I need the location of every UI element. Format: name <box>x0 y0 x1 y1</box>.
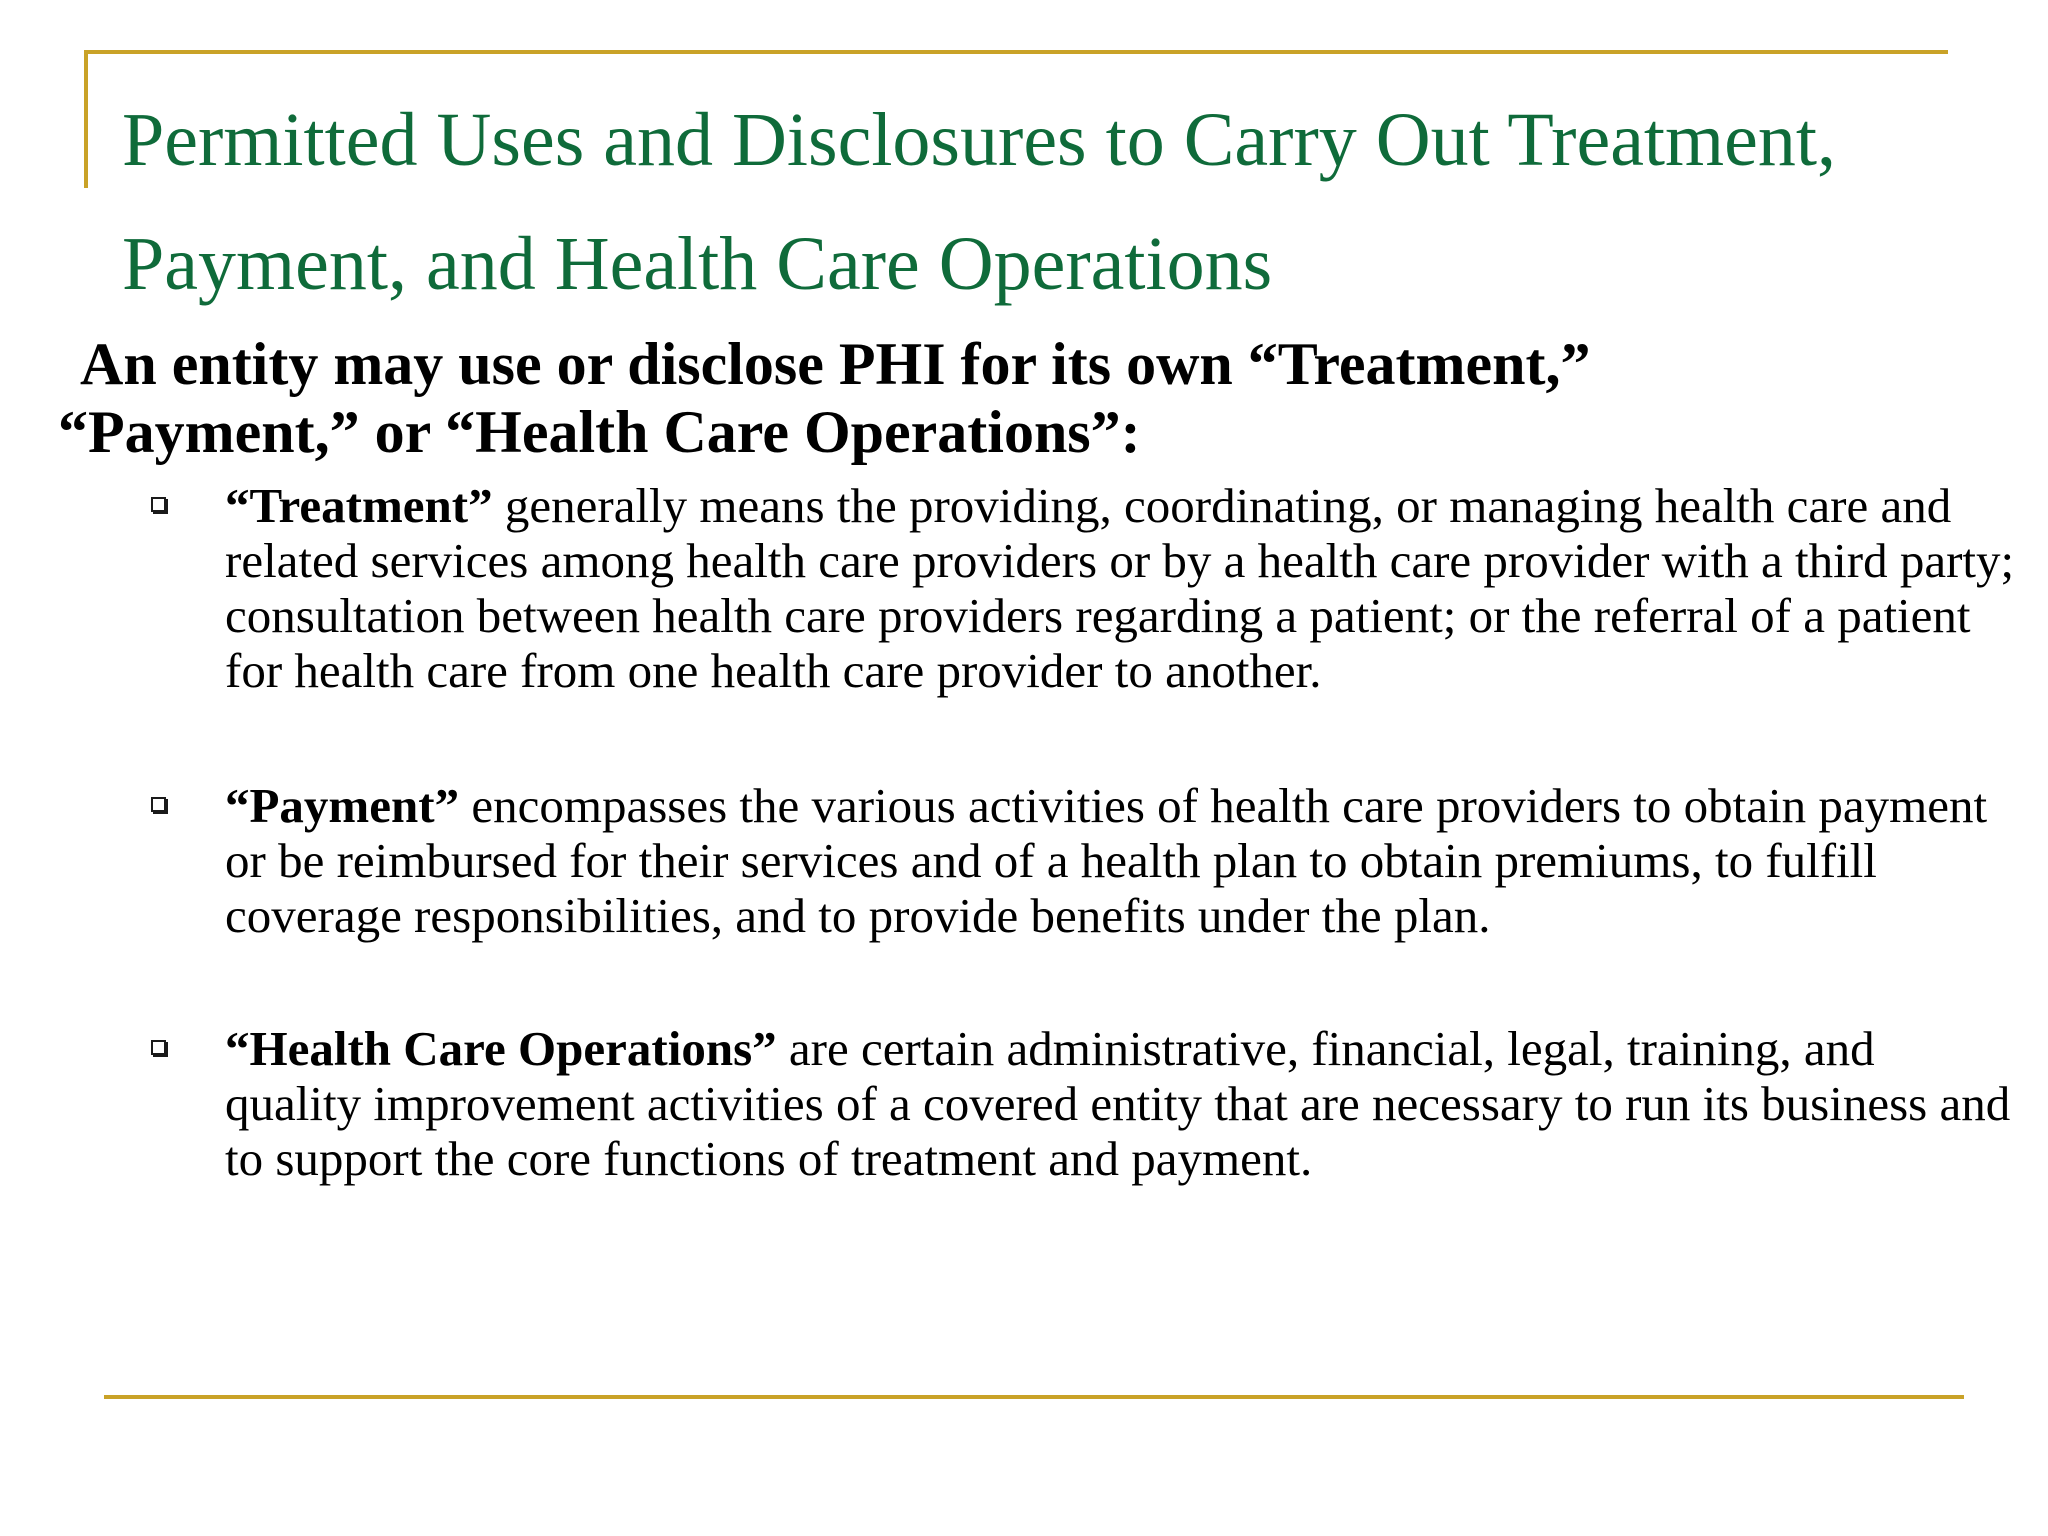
definition-term: “Health Care Operations” <box>225 1021 777 1076</box>
definition-item-treatment <box>225 478 2015 698</box>
definition-text: are certain administrative, financial, legal, training, and quality improvement activities of a covered entity that are necessary to run its business and to support the core functions of treatment and payment. <box>225 1021 2011 1186</box>
definition-text: generally means the providing, coordinating, or managing health care and related services among health care providers or by a health care provider with a third party; consultation between health care providers regarding a patient; or the referral of a patient for health care from one health care provider to another. <box>225 478 2015 698</box>
intro-line-2: “Payment,” or “Health Care Operations”: <box>58 399 1141 465</box>
slide-title-line-1: Permitted Uses and Disclosures to Carry Out Treatment, <box>122 98 1837 182</box>
square-bullet-icon <box>151 1040 166 1055</box>
slide-title-line-2: Payment, and Health Care Operations <box>122 222 1273 306</box>
bottom-accent-rule <box>104 1395 1964 1399</box>
definition-term: “Payment” <box>225 778 460 833</box>
definition-item-health-care-operations <box>225 1021 2015 1186</box>
definition-term: “Treatment” <box>225 478 493 533</box>
definition-text: encompasses the various activities of health care providers to obtain payment or be reimbursed for their services and of a health plan to obtain premiums, to fulfill coverage responsibilities, and to provide benefits under the plan. <box>225 778 1988 943</box>
square-bullet-icon <box>151 497 166 512</box>
intro-line-1: An entity may use or disclose PHI for its own “Treatment,” <box>80 331 1591 397</box>
square-bullet-icon <box>151 797 166 812</box>
definition-item-payment <box>225 778 2015 943</box>
